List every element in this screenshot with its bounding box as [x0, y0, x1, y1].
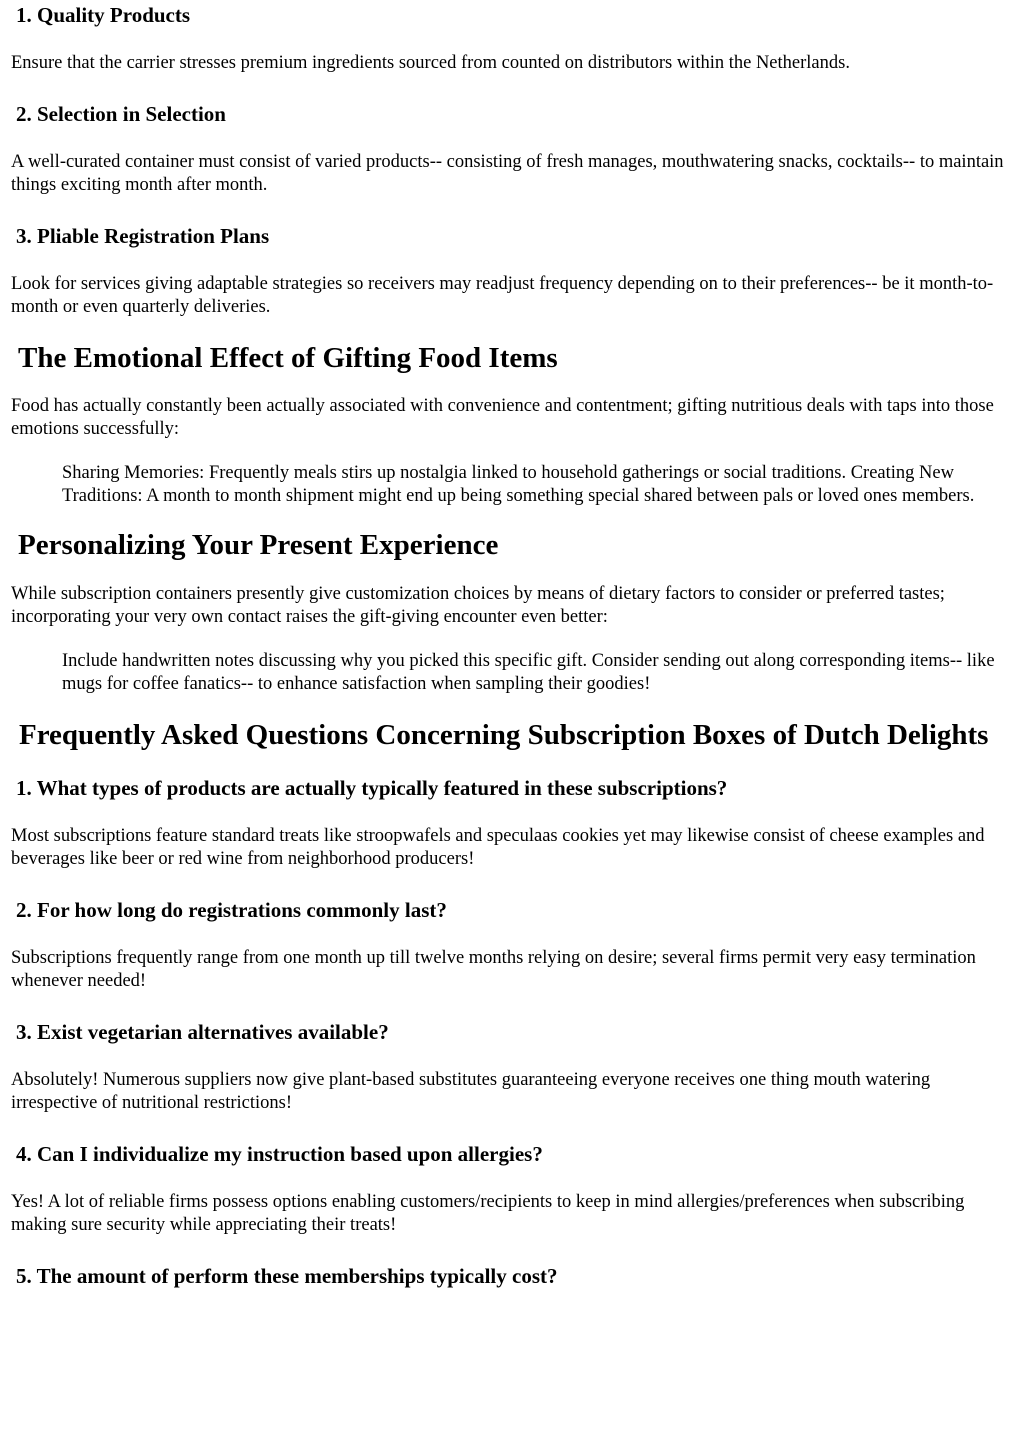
- section-heading: 2. Selection in Selection: [16, 102, 226, 126]
- article: [0, 2, 1024, 1289]
- section-heading: 3. Pliable Registration Plans: [16, 224, 270, 248]
- faq-question: 1. What types of products are actually typically featured in these subscriptions?: [16, 776, 728, 800]
- personalizing-quote: Include handwritten notes discussing why you picked this specific gift. Consider sending out along corresponding items-- like mugs for coffee fanatics-- to enhance satisfaction when sampling their goodies!: [62, 651, 995, 694]
- faq-question: 4. Can I individualize my instruction based upon allergies?: [16, 1142, 543, 1166]
- faq-question: 2. For how long do registrations commonly last?: [16, 898, 447, 922]
- faq-heading: Frequently Asked Questions Concerning Subscription Boxes of Dutch Delights: [19, 719, 989, 751]
- emotional-heading: The Emotional Effect of Gifting Food Items: [18, 342, 558, 374]
- faq-answer: Yes! A lot of reliable firms possess options enabling customers/recipients to keep in mind allergies/preferences when subscribing making sure security while appreciating their treats!: [11, 1192, 965, 1235]
- faq-answer: Absolutely! Numerous suppliers now give plant-based substitutes guaranteeing everyone receives one thing mouth watering irrespective of nutritional restrictions!: [11, 1070, 931, 1113]
- emotional-intro: Food has actually constantly been actually associated with convenience and contentment; gifting nutritious deals with taps into those emotions successfully:: [11, 396, 994, 439]
- personalizing-intro: While subscription containers presently give customization choices by means of dietary factors to consider or preferred tastes; incorporating your very own contact raises the gift-giving encounter even better:: [11, 584, 945, 627]
- emotional-quote: Sharing Memories: Frequently meals stirs up nostalgia linked to household gatherings or social traditions. Creating New Traditions: A month to month shipment might end up being something special shared between pals or loved ones members.: [62, 463, 975, 506]
- section-heading: 1. Quality Products: [16, 3, 191, 27]
- faq-answer: Most subscriptions feature standard treats like stroopwafels and speculaas cookies yet may likewise consist of cheese examples and beverages like beer or red wine from neighborhood producers!: [11, 826, 985, 869]
- faq-question: 5. The amount of perform these memberships typically cost?: [16, 1264, 558, 1288]
- section-body: Ensure that the carrier stresses premium ingredients sourced from counted on distributors within the Netherlands.: [11, 53, 850, 73]
- faq-answer: Subscriptions frequently range from one month up till twelve months relying on desire; several firms permit very easy termination whenever needed!: [11, 948, 976, 991]
- faq-question: 3. Exist vegetarian alternatives available?: [16, 1020, 389, 1044]
- section-body: A well-curated container must consist of varied products-- consisting of fresh manages, mouthwatering snacks, cocktails-- to maintain things exciting month after month.: [11, 152, 1004, 195]
- personalizing-heading: Personalizing Your Present Experience: [18, 529, 499, 561]
- section-body: Look for services giving adaptable strategies so receivers may readjust frequency depending on to their preferences-- be it month-to-month or even quarterly deliveries.: [11, 274, 994, 317]
